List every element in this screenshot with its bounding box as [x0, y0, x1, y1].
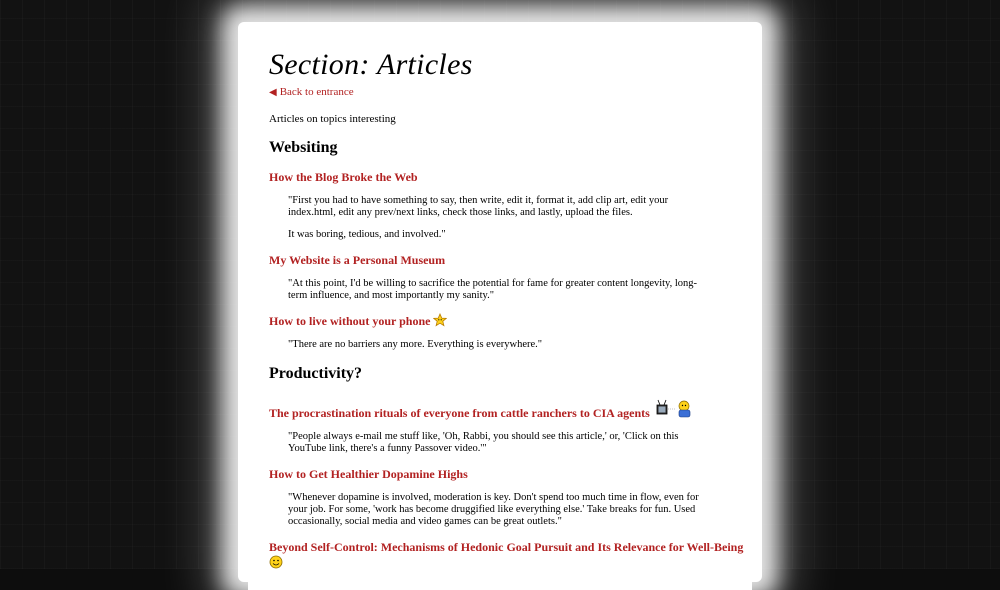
article-title: How the Blog Broke the Web — [269, 170, 418, 184]
article-link[interactable] — [269, 398, 752, 421]
section-heading-websiting: Websiting — [269, 139, 338, 156]
article-title: The procrastination rituals of everyone from cattle ranchers to CIA agents — [269, 406, 650, 420]
section-heading-productivity: Productivity? — [269, 365, 363, 382]
article-link[interactable] — [269, 252, 752, 268]
article-quote — [288, 195, 712, 241]
quote-paragraph: "There are no barriers any more. Everything is everywhere." — [288, 339, 543, 350]
article-link[interactable] — [269, 169, 752, 185]
article-link[interactable] — [269, 466, 752, 482]
smiley-icon — [269, 555, 283, 569]
tv-watcher-icon — [656, 398, 692, 418]
star-icon — [433, 313, 447, 327]
intro-text: Articles on topics interesting — [269, 113, 396, 125]
quote-paragraph: "First you had to have something to say, then write, edit it, format it, add clip art, edit your index.html, edit any prev/next links, check those links, and lastly, upload the files. — [288, 195, 669, 218]
quote-paragraph: "People always e-mail me stuff like, 'Oh, Rabbi, you should see this article,' or, 'Click on this YouTube link, there's a funny Passover video.'" — [288, 431, 679, 454]
quote-paragraph: "Whenever dopamine is involved, moderation is key. Don't spend too much time in flow, even for your job. For some, 'work has become druggified like everything else.' Take breaks for fun. Used occasionally, social media and video games can be great outlets." — [288, 492, 699, 527]
article-page — [248, 30, 752, 590]
article-link[interactable] — [269, 313, 752, 329]
quote-paragraph: It was boring, tedious, and involved." — [288, 229, 446, 240]
quote-paragraph: "At this point, I'd be willing to sacrifice the potential for fame for greater content longevity, long-term influence, and most importantly my sanity." — [288, 278, 698, 301]
article-quote — [288, 431, 712, 455]
article-quote — [288, 492, 712, 528]
article-title: How to live without your phone — [269, 314, 431, 328]
back-arrow-icon: ◀ — [269, 87, 277, 98]
article-title: How to Get Healthier Dopamine Highs — [269, 467, 468, 481]
page-title: Section: Articles — [269, 48, 473, 81]
article-link[interactable] — [269, 539, 752, 571]
article-title: Beyond Self-Control: Mechanisms of Hedonic Goal Pursuit and Its Relevance for Well-Being — [269, 540, 744, 554]
back-link-label: Back to entrance — [279, 86, 354, 98]
article-title: My Website is a Personal Museum — [269, 253, 446, 267]
back-link[interactable] — [269, 86, 752, 98]
article-quote — [288, 278, 712, 302]
article-quote — [288, 339, 712, 351]
